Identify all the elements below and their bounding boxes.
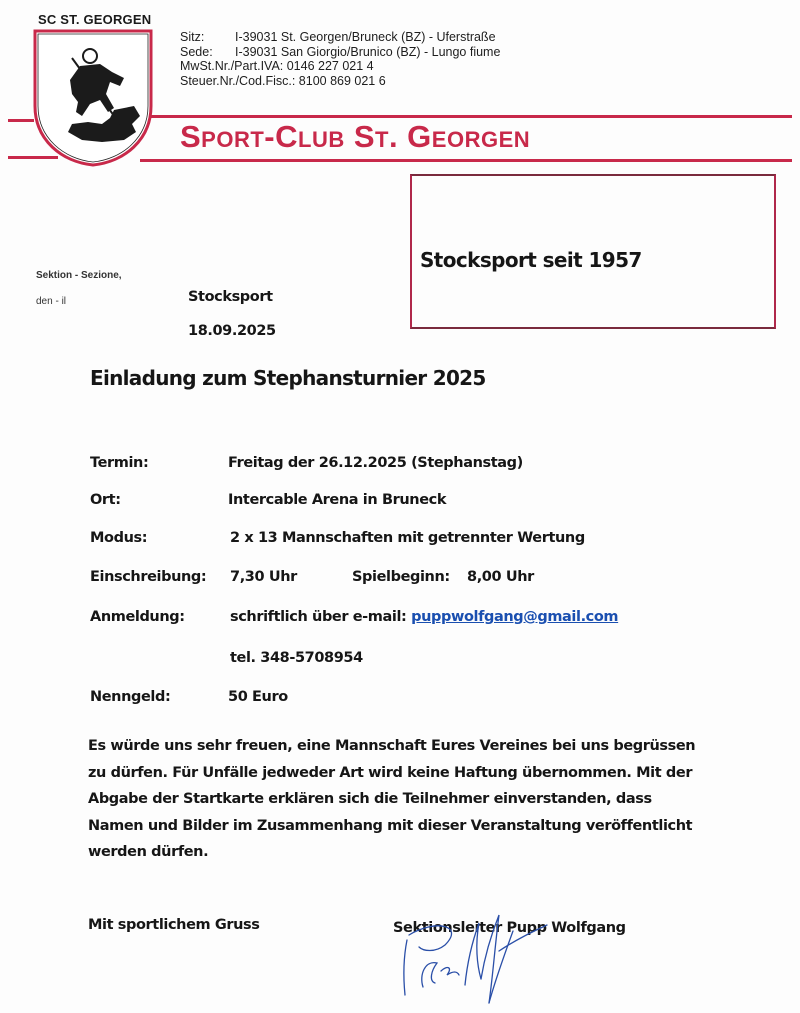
- header-rule-top: [150, 115, 792, 118]
- modus-value: 2 x 13 Mannschaften mit getrennter Wertung: [230, 530, 585, 546]
- spielbeginn-label: Spielbeginn:: [352, 569, 450, 585]
- termin-label: Termin:: [90, 455, 149, 471]
- einschreibung-value: 7,30 Uhr: [230, 569, 297, 585]
- address-line-sede: Sede: I-39031 San Giorgio/Brunico (BZ) - Lungo fiume: [180, 44, 501, 59]
- address-block: [180, 30, 500, 88]
- anmeldung-label: Anmeldung:: [90, 609, 185, 625]
- club-name: Sport-Club St. Georgen: [180, 119, 531, 154]
- signatory-name: Sektionsleiter Pupp Wolfgang: [393, 920, 626, 936]
- phone-number: tel. 348-5708954: [230, 650, 363, 666]
- anmeldung-value: [230, 609, 618, 625]
- modus-label: Modus:: [90, 530, 148, 546]
- info-box-text: Stocksport seit 1957: [420, 248, 642, 272]
- handwritten-signature: [395, 905, 565, 1005]
- address-line-sitz: Sitz: I-39031 St. Georgen/Bruneck (BZ) - Uferstraße: [180, 30, 496, 44]
- termin-value: Freitag der 26.12.2025 (Stephanstag): [228, 455, 523, 471]
- einschreibung-label: Einschreibung:: [90, 569, 207, 585]
- body-paragraph: [88, 733, 748, 866]
- date-label: den - il: [36, 296, 67, 307]
- page-title: Einladung zum Stephansturnier 2025: [90, 366, 486, 390]
- paragraph-line: Es würde uns sehr freuen, eine Mannschaft Eures Vereines bei uns begrüssen: [88, 738, 696, 754]
- tax-number: Steuer.Nr./Cod.Fisc.: 8100 869 021 6: [180, 73, 386, 88]
- nenngeld-label: Nenngeld:: [90, 689, 171, 705]
- club-crest-logo: [32, 28, 154, 168]
- header-rule-left-top: [8, 119, 34, 122]
- anmeldung-text: schriftlich über e-mail:: [230, 609, 407, 625]
- vat-number: MwSt.Nr./Part.IVA: 0146 227 021 4: [180, 59, 374, 73]
- section-value: Stocksport: [188, 289, 273, 305]
- date-value: 18.09.2025: [188, 323, 276, 339]
- header-rule-bottom: [140, 159, 792, 162]
- header-rule-left-bottom: [8, 156, 58, 159]
- email-link[interactable]: puppwolfgang@gmail.com: [411, 609, 619, 625]
- paragraph-line: Namen und Bilder im Zusammenhang mit dieser Veranstaltung veröffentlicht: [88, 817, 693, 834]
- crest-title: SC ST. GEORGEN: [38, 12, 152, 27]
- paragraph-line: werden dürfen.: [88, 844, 209, 860]
- paragraph-line: Abgabe der Startkarte erklären sich die Teilnehmer einverstanden, dass: [88, 791, 652, 807]
- closing-greeting: Mit sportlichem Gruss: [88, 917, 260, 933]
- section-label: Sektion - Sezione,: [36, 270, 122, 281]
- ort-value: Intercable Arena in Bruneck: [228, 492, 447, 508]
- nenngeld-value: 50 Euro: [228, 689, 288, 705]
- ort-label: Ort:: [90, 492, 121, 508]
- paragraph-line: zu dürfen. Für Unfälle jedweder Art wird keine Haftung übernommen. Mit der: [88, 764, 693, 781]
- spielbeginn-value: 8,00 Uhr: [467, 569, 534, 585]
